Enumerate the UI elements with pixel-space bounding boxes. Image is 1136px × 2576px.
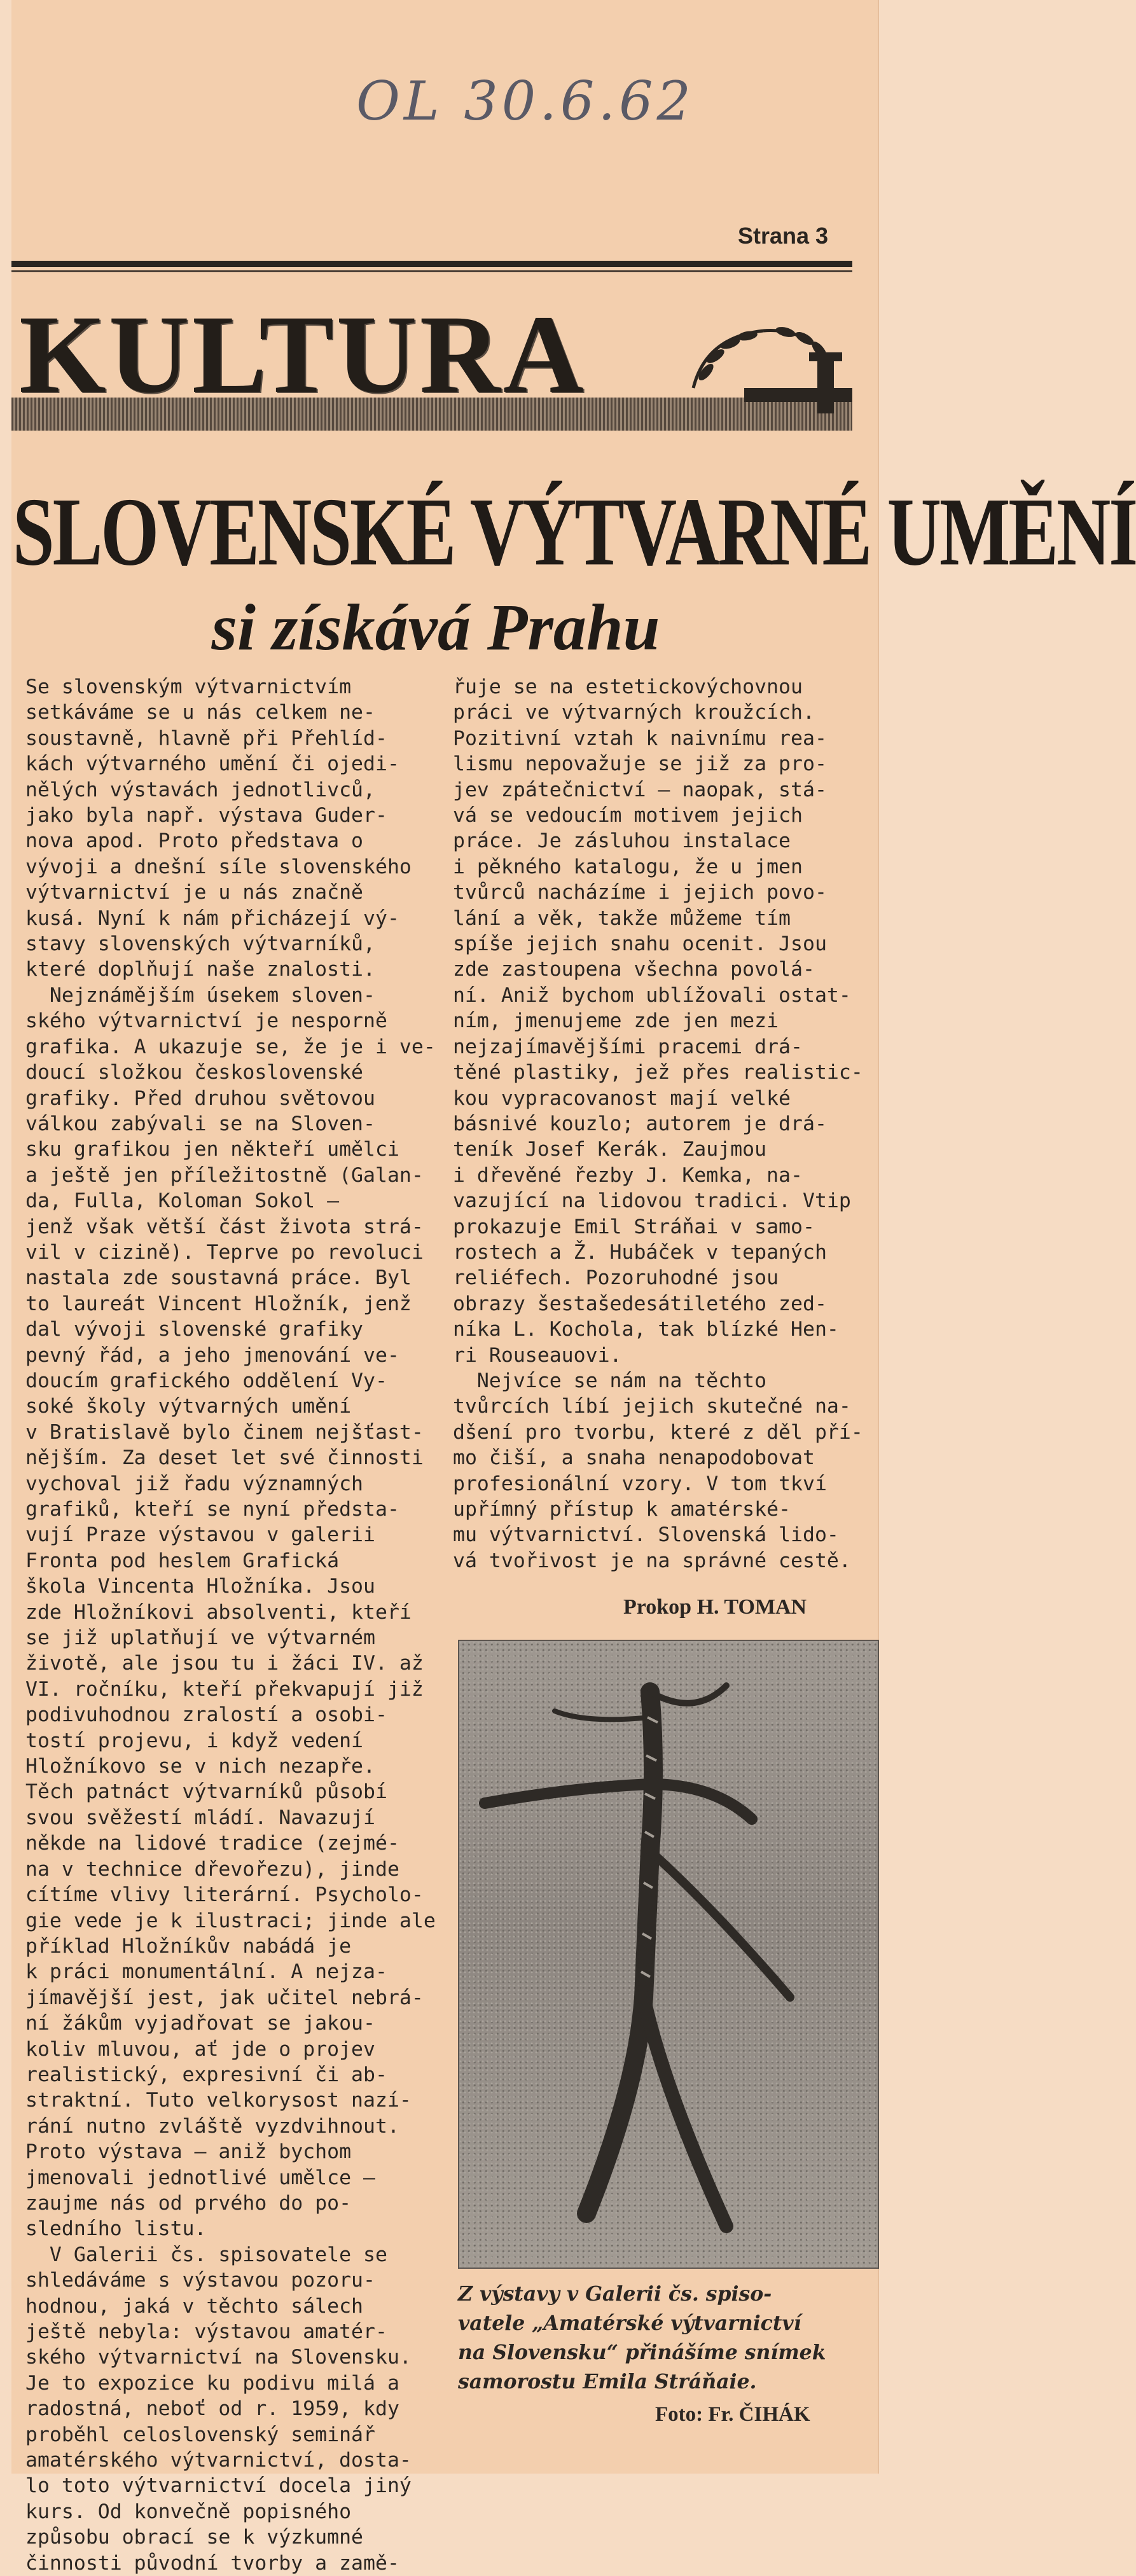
article-text-line: to laureát Vincent Hložník, jenž (25, 1292, 412, 1315)
article-text-line: zde Hložníkovi absolventi, kteří (25, 1600, 412, 1624)
article-text-line: ní žákům vyjadřovat se jakou- (25, 2012, 375, 2035)
article-text-line: jenž však větší část života strá- (25, 1215, 424, 1238)
article-text-line: Nejvíce se nám na těchto (453, 1369, 767, 1392)
article-text-line: i pěkného katalogu, že u jmen (453, 855, 803, 878)
article-headline: SLOVENSKÉ VÝTVARNÉ UMĚNÍ (13, 477, 1136, 586)
caption-line: na Slovensku“ přinášíme snímek (458, 2341, 826, 2364)
article-text-line: obrazy šestašedesátiletého zed- (453, 1292, 827, 1315)
article-text-line: soké školy výtvarných umění (25, 1395, 352, 1418)
article-text-line: reliéfech. Pozoruhodné jsou (453, 1266, 779, 1290)
article-text-line: realistický, expresivní či ab- (25, 2063, 387, 2086)
article-text-line: rostech a Ž. Hubáček v tepaných (453, 1240, 827, 1264)
article-text-line: v Bratislavě bylo činem nejšťast- (25, 1420, 424, 1444)
article-text-line: ského výtvarnictví na Slovensku. (25, 2346, 412, 2369)
article-text-line: svou svěžestí mládí. Navazují (25, 1806, 375, 1829)
article-text-line: kou vypracovanost mají velké (453, 1086, 791, 1110)
article-text-line: doucím grafického oddělení Vy- (25, 1369, 387, 1392)
article-text-line: nejzajímavějšími pracemi drá- (453, 1035, 803, 1058)
article-text-line: těné plastiky, jež přes realistic- (453, 1061, 863, 1084)
article-text-line: lo toto výtvarnictví docela jiný (25, 2474, 412, 2498)
article-text-line: soustavně, hlavně při Přehlíd- (25, 726, 387, 750)
caption-line: vatele „Amatérské výtvarnictví (458, 2311, 801, 2335)
article-text-line: spíše jejich snahu ocenit. Jsou (453, 932, 827, 956)
article-text-line: životě, ale jsou tu i žáci IV. až (25, 1652, 424, 1675)
photo-credit: Foto: Fr. ČIHÁK (655, 2403, 810, 2426)
driftwood-figure-icon (459, 1641, 878, 2268)
article-text-line: koliv mluvou, ať jde o projev (25, 2037, 375, 2061)
article-text-line: jev zpátečnictví — naopak, stá- (453, 778, 827, 801)
article-text-line: Fronta pod heslem Grafická (25, 1549, 340, 1572)
article-text-line: vá se vedoucím motivem jejich (453, 804, 803, 828)
article-text-line: k práci monumentální. A nejza- (25, 1960, 387, 1984)
laurel-emblem-icon (668, 312, 859, 420)
article-text-line: vil v cizině). Teprve po revoluci (25, 1240, 424, 1264)
article-left-column (25, 674, 439, 2576)
article-text-line: níka L. Kochola, tak blízké Hen- (453, 1318, 839, 1341)
article-text-line: nastala zde soustavná práce. Byl (25, 1266, 412, 1290)
article-text-line: které doplňují naše znalosti. (25, 958, 375, 981)
article-text-line: škola Vincenta Hložníka. Jsou (25, 1575, 375, 1598)
article-text-line: zde zastoupena všechna povolá- (453, 958, 815, 981)
article-text-line: cítíme vlivy literární. Psycholo- (25, 1883, 424, 1907)
article-text-line: da, Fulla, Koloman Sokol — (25, 1189, 340, 1213)
article-text-line: vychoval již řadu významných (25, 1472, 364, 1495)
article-text-line: teník Josef Kerák. Zaujmou (453, 1138, 767, 1161)
article-text-line: podivuhodnou zralostí a osobi- (25, 1703, 387, 1727)
article-text-line: kách výtvarného umění či ojedi- (25, 752, 399, 776)
article-text-line: profesionální vzory. V tom tkví (453, 1472, 827, 1495)
article-text-line: ri Rouseauovi. (453, 1343, 622, 1367)
article-text-line: a ještě jen příležitostně (Galan- (25, 1163, 424, 1187)
article-text-line: vývoji a dnešní síle slovenského (25, 855, 412, 878)
article-text-line: radostná, neboť od r. 1959, kdy (25, 2397, 399, 2421)
article-text-line: Pozitivní vztah k naivnímu rea- (453, 726, 827, 750)
article-text-line: se již uplatňují ve výtvarném (25, 1626, 375, 1650)
article-text-line: proběhl celoslovenský seminář (25, 2423, 375, 2446)
article-text-line: kusá. Nyní k nám přicházejí vý- (25, 906, 399, 930)
article-text-line: jmenovali jednotlivé umělce — (25, 2166, 375, 2189)
top-rule-thin (11, 270, 852, 272)
article-text-line: V Galerii čs. spisovatele se (25, 2243, 387, 2266)
photo-driftwood-sculpture (458, 1640, 879, 2269)
article-text-line: příklad Hložníkův nabádá je (25, 1934, 352, 1958)
article-text-line: doucí složkou československé (25, 1061, 364, 1084)
article-text-line: amatérského výtvarnictví, dosta- (25, 2449, 412, 2472)
article-text-line: hodnou, jaká v těchto sálech (25, 2294, 364, 2318)
article-text-line: vazující na lidovou tradici. Vtip (453, 1189, 851, 1213)
article-text-line: Je to expozice ku podivu milá a (25, 2371, 399, 2395)
article-text-line: činnosti původní tvorby a zamě- (25, 2551, 399, 2575)
article-text-line: nova apod. Proto představa o (25, 829, 364, 853)
article-text-line: výtvarnictví je u nás značně (25, 881, 364, 904)
article-text-line: práci ve výtvarných kroužcích. (453, 701, 815, 724)
handwritten-date: OL 30.6.62 (356, 70, 695, 132)
article-text-line: stavy slovenských výtvarníků, (25, 932, 375, 956)
page-label: Strana 3 (738, 223, 829, 249)
article-author: Prokop H. TOMAN (623, 1595, 807, 1619)
article-text-line: jímavější jest, jak učitel nebrá- (25, 1986, 424, 2009)
article-text-line: i dřevěné řezby J. Kemka, na- (453, 1163, 803, 1187)
article-text-line: lismu nepovažuje se již za pro- (453, 752, 827, 776)
article-text-line: Proto výstava — aniž bychom (25, 2140, 352, 2164)
article-text-line: tvůrcích líbí jejich skutečné na- (453, 1395, 851, 1418)
article-text-line: vují Praze výstavou v galerii (25, 1523, 375, 1547)
article-text-line: upřímný přístup k amatérské- (453, 1498, 791, 1521)
article-text-line: způsobu obrací se k výzkumné (25, 2526, 364, 2549)
article-text-line: jako byla např. výstava Guder- (25, 804, 387, 828)
article-text-line: rání nutno zvláště vyzdvihnout. (25, 2114, 399, 2138)
article-text-line: VI. ročníku, kteří překvapují již (25, 1677, 424, 1701)
article-text-line: práce. Je zásluhou instalace (453, 829, 791, 853)
article-right-column (453, 674, 863, 1574)
article-text-line: straktní. Tuto velkorysost nazí- (25, 2089, 412, 2112)
article-text-line: sku grafikou jen někteří umělci (25, 1138, 399, 1161)
article-subheadline: si získává Prahu (211, 591, 660, 664)
article-text-line: ní. Aniž bychom ublížovali ostat- (453, 983, 851, 1007)
article-text-line: ním, jmenujeme zde jen mezi (453, 1009, 779, 1033)
article-text-line: Se slovenským výtvarnictvím (25, 675, 352, 698)
article-text-line: lání a věk, takže můžeme tím (453, 906, 791, 930)
caption-line: samorostu Emila Stráňaie. (458, 2370, 757, 2393)
article-text-line: ského výtvarnictví je nesporně (25, 1009, 387, 1033)
article-text-line: mu výtvarnictví. Slovenská lido- (453, 1523, 839, 1547)
article-text-line: pevný řád, a jeho jmenování ve- (25, 1343, 399, 1367)
caption-line: Z výstavy v Galerii čs. spiso- (458, 2282, 772, 2306)
article-text-line: řuje se na estetickovýchovnou (453, 675, 803, 698)
article-text-line: někde na lidové tradice (zejmé- (25, 1832, 399, 1855)
article-text-line: sledního listu. (25, 2217, 207, 2241)
article-text-line: dšení pro tvorbu, které z děl pří- (453, 1420, 863, 1444)
article-text-line: Těch patnáct výtvarníků působí (25, 1780, 387, 1804)
article-text-line: prokazuje Emil Stráňai v samo- (453, 1215, 815, 1238)
article-text-line: grafika. A ukazuje se, že je i ve- (25, 1035, 436, 1058)
article-text-line: shledáváme s výstavou pozoru- (25, 2269, 375, 2292)
article-text-line: Hložníkovo se v nich nezapře. (25, 1755, 375, 1778)
article-text-line: Nejznámějším úsekem sloven- (25, 983, 375, 1007)
article-text-line: setkáváme se u nás celkem ne- (25, 701, 375, 724)
article-text-line: grafiků, kteří se nyní předsta- (25, 1498, 399, 1521)
photo-caption (458, 2280, 878, 2397)
article-text-line: grafiky. Před druhou světovou (25, 1086, 375, 1110)
article-text-line: kurs. Od konvečně popisného (25, 2500, 352, 2523)
article-text-line: gie vede je k ilustraci; jinde ale (25, 1909, 436, 1932)
article-text-line: nělých výstavách jednotlivců, (25, 778, 375, 801)
article-text-line: zaujme nás od prvého do po- (25, 2191, 352, 2215)
article-text-line: mo čiší, a snaha nenapodobovat (453, 1446, 815, 1470)
article-text-line: nějším. Za deset let své činnosti (25, 1446, 424, 1470)
article-text-line: vá tvořivost je na správné cestě. (453, 1549, 851, 1572)
article-text-line: básnivé kouzlo; autorem je drá- (453, 1112, 827, 1135)
article-text-line: válkou zabývali se na Sloven- (25, 1112, 375, 1135)
article-text-line: dal vývoji slovenské grafiky (25, 1318, 364, 1341)
article-text-line: ještě nebyla: výstavou amatér- (25, 2320, 387, 2343)
article-text-line: na v technice dřevořezu), jinde (25, 1857, 399, 1881)
article-text-line: tvůrců nacházíme i jejich povo- (453, 881, 827, 904)
article-text-line: tostí projevu, i když vedení (25, 1729, 364, 1752)
section-header-title: KULTURA (19, 293, 586, 417)
top-rule (11, 261, 852, 267)
